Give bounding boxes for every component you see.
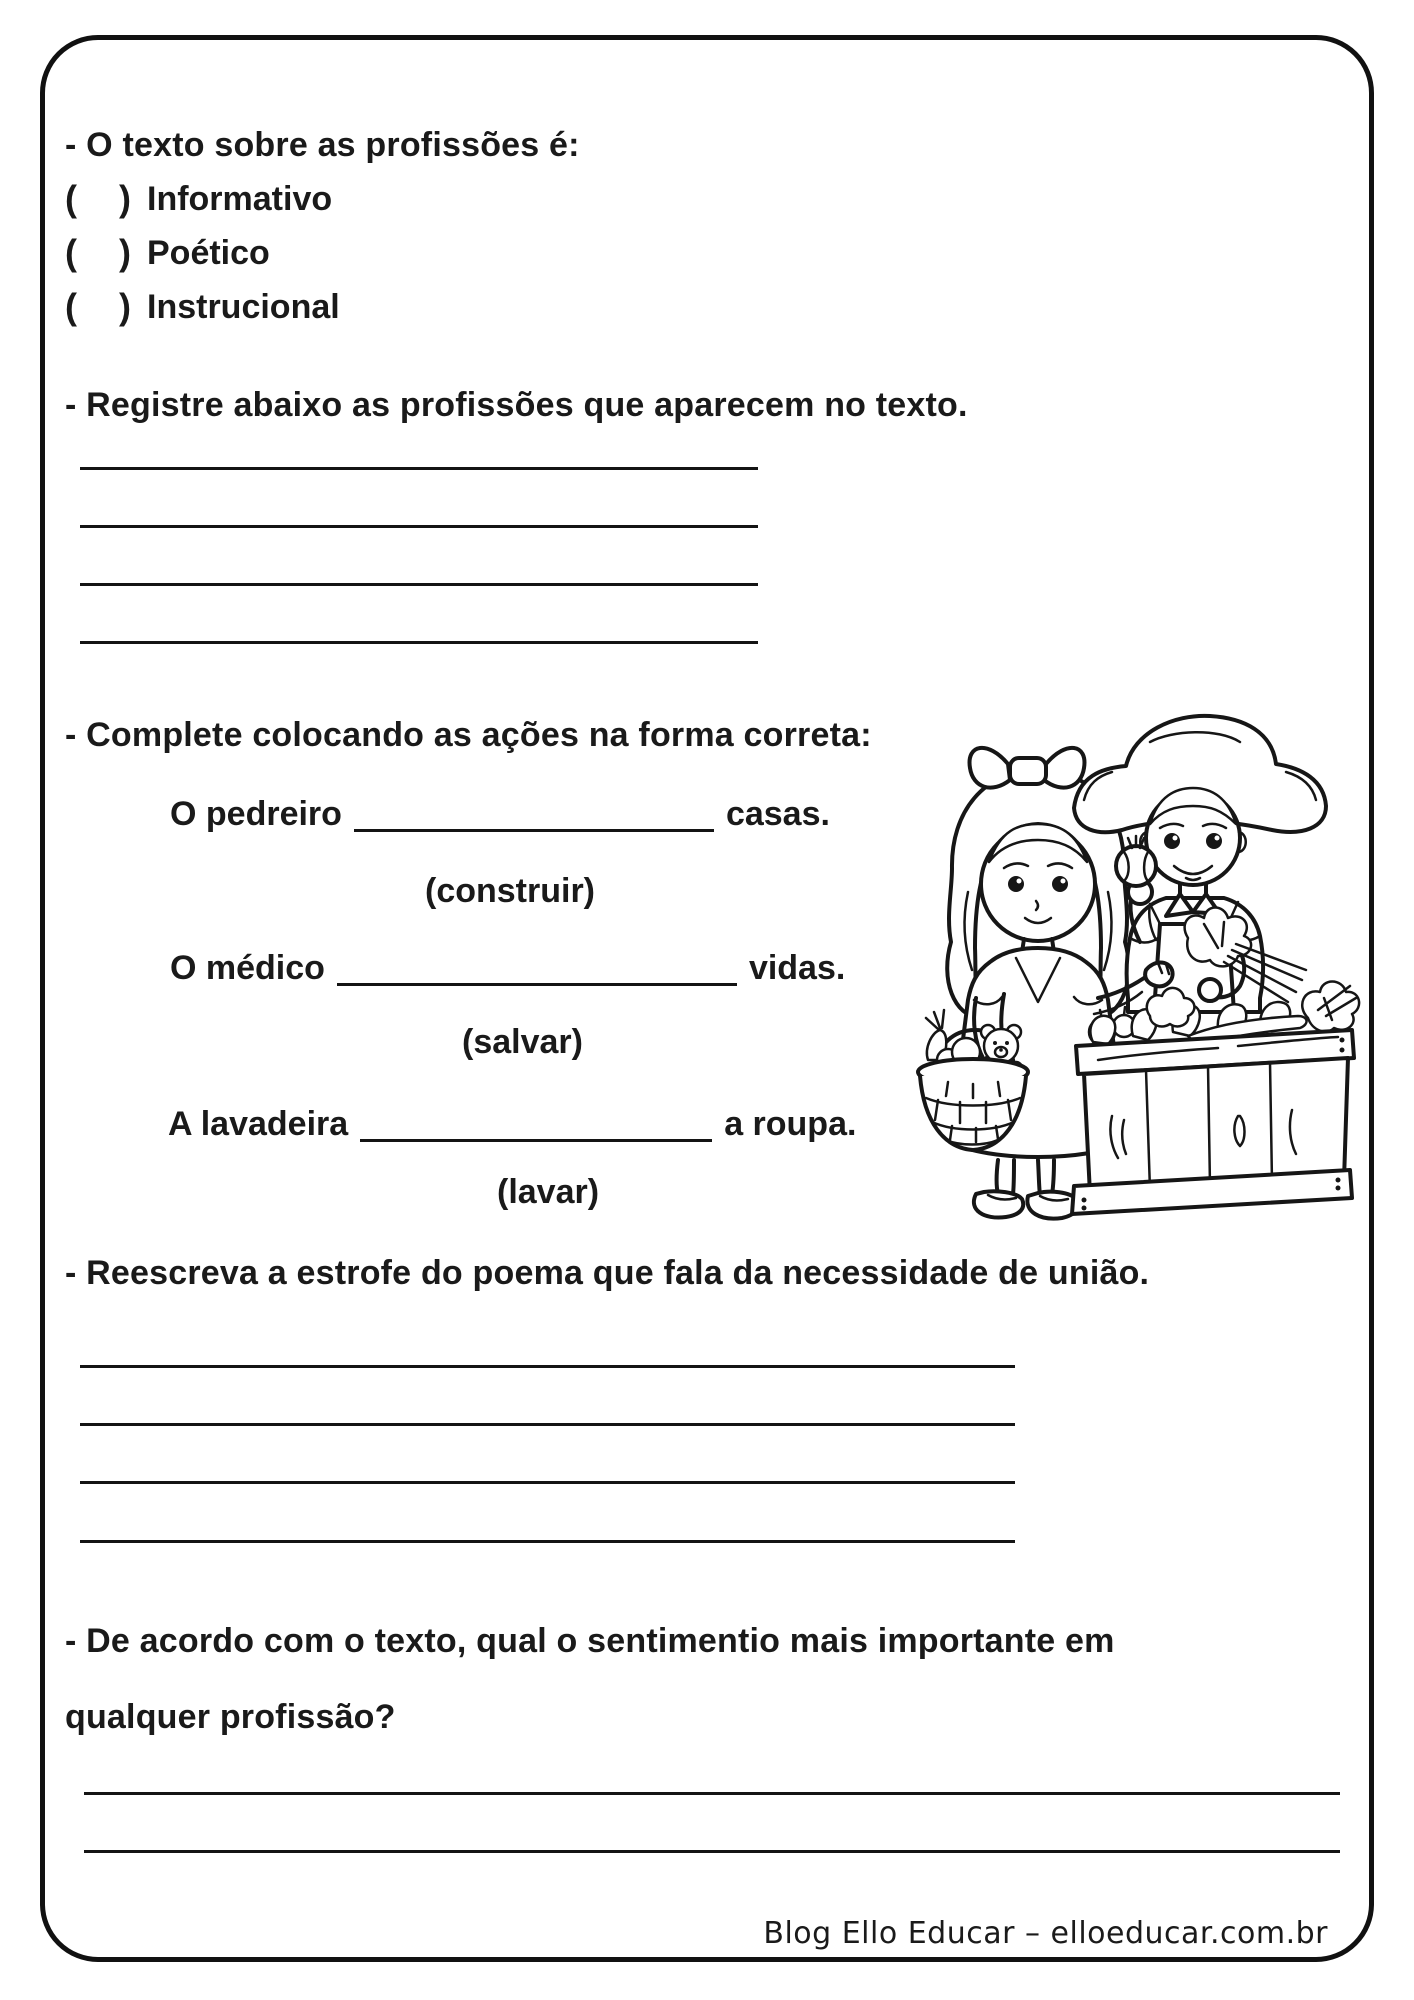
answer-line[interactable]: [80, 1423, 1015, 1426]
round-vegetable: [1116, 846, 1156, 886]
option-row-informativo: [65, 172, 340, 226]
sentence-start: O pedreiro: [170, 795, 342, 833]
option-row-poetico: [65, 226, 340, 280]
question-5-label-line2: qualquer profissão?: [65, 1698, 396, 1736]
carrot: [1090, 1016, 1115, 1044]
answer-line[interactable]: [84, 1792, 1340, 1795]
answer-line[interactable]: [80, 1481, 1015, 1484]
paren-open: (: [65, 178, 77, 219]
verb-blank[interactable]: [360, 1111, 712, 1142]
paren-close: ): [119, 232, 131, 273]
question-1-label: - O texto sobre as profissões é:: [65, 126, 580, 164]
verb-hint-lavar: (lavar): [497, 1173, 600, 1211]
checkbox-slot[interactable]: [77, 182, 119, 216]
answer-line[interactable]: [80, 467, 758, 470]
sentence-start: A lavadeira: [168, 1105, 349, 1143]
option-label: Poético: [147, 234, 270, 272]
sentence-start: O médico: [170, 949, 325, 987]
checkbox-slot[interactable]: [77, 236, 119, 270]
girl-shoe: [974, 1191, 1023, 1217]
answer-line[interactable]: [80, 1365, 1015, 1368]
answer-line[interactable]: [80, 525, 758, 528]
verb-hint-salvar: (salvar): [462, 1023, 583, 1061]
answer-line[interactable]: [80, 641, 758, 644]
paren-open: (: [65, 286, 77, 327]
verb-hint-construir: (construir): [425, 872, 595, 910]
footer-credit: Blog Ello Educar – elloeducar.com.br: [763, 1916, 1328, 1951]
option-label: Instrucional: [147, 288, 340, 326]
sentence-end: casas.: [725, 795, 830, 833]
fill-row-pedreiro: [170, 795, 830, 834]
question-1-options: [65, 172, 340, 334]
sentence-end: vidas.: [748, 949, 846, 987]
sentence-end: a roupa.: [724, 1105, 857, 1143]
girl-bow: [970, 748, 1010, 788]
question-5-label-line1: - De acordo com o texto, qual o sentimentio mais importante em: [65, 1622, 1115, 1660]
option-label: Informativo: [147, 180, 333, 218]
fill-row-lavadeira: [168, 1105, 856, 1144]
paren-open: (: [65, 232, 77, 273]
wood-knot: [1234, 1116, 1244, 1146]
answer-line[interactable]: [84, 1850, 1340, 1853]
question-3-label: - Complete colocando as ações na forma correta:: [65, 716, 872, 754]
answer-line[interactable]: [80, 583, 758, 586]
answer-line[interactable]: [80, 1540, 1015, 1543]
question-2-label: - Registre abaixo as profissões que aparecem no texto.: [65, 386, 968, 424]
paren-close: ): [119, 286, 131, 327]
verb-blank[interactable]: [354, 801, 714, 832]
option-row-instrucional: [65, 280, 340, 334]
children-vegetables-illustration: [888, 680, 1372, 1232]
verb-blank[interactable]: [337, 955, 737, 986]
checkbox-slot[interactable]: [77, 290, 119, 324]
fill-row-medico: [170, 949, 845, 988]
paren-close: ): [119, 178, 131, 219]
question-4-label: - Reescreva a estrofe do poema que fala da necessidade de união.: [65, 1254, 1150, 1292]
